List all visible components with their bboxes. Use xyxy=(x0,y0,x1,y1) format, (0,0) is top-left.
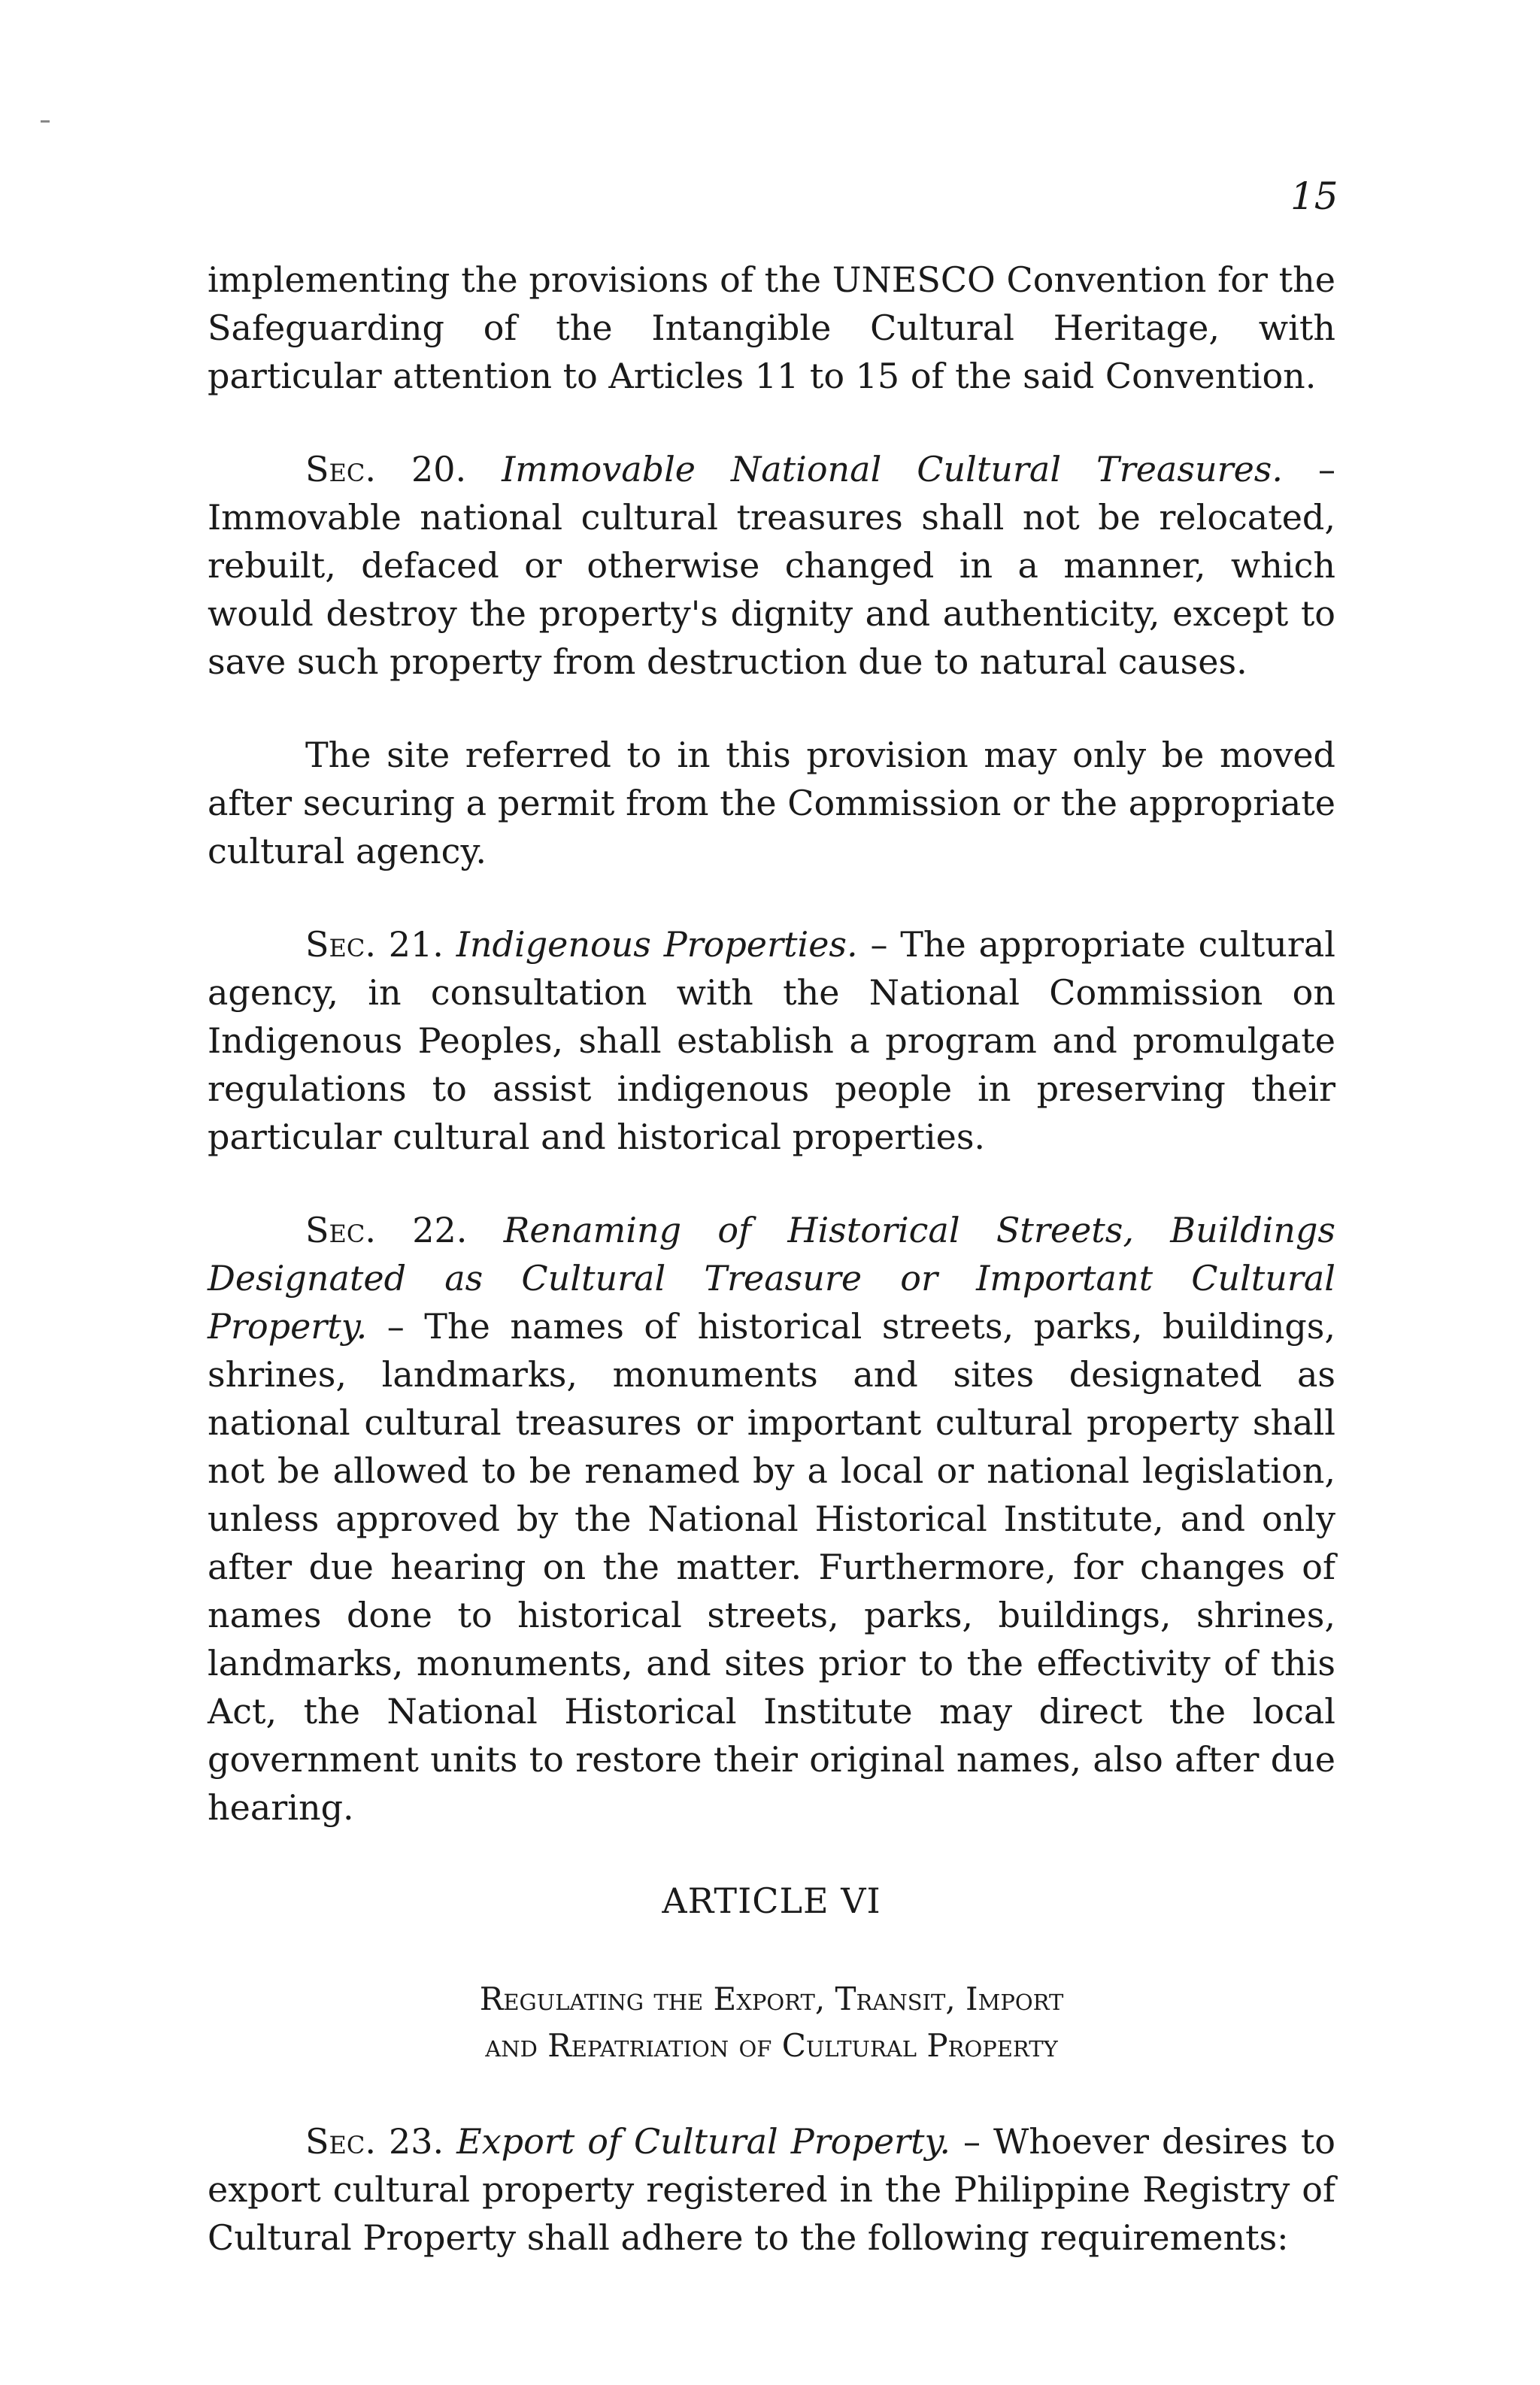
section-body: – Immovable national cultural treasures shall not be relocated, rebuilt, defaced or otherwise changed in a manner, which would destroy the property's dignity and authenticity, except to save such property from destruction due to natural causes. xyxy=(208,449,1336,682)
section-title: Indigenous Properties. xyxy=(456,924,858,965)
section-20-site-paragraph xyxy=(208,731,1335,875)
section-22 xyxy=(208,1206,1335,1832)
paragraph-text: The site referred to in this provision may only be moved after securing a permit from the Commission or the appropriate cultural agency. xyxy=(208,735,1335,871)
article-heading: ARTICLE VI xyxy=(662,1880,881,1921)
scan-mark xyxy=(41,120,50,123)
paragraph-continuation xyxy=(208,256,1335,400)
section-title: Export of Cultural Property. xyxy=(456,2121,951,2162)
section-body: – Whoever desires to export cultural property registered in the Philippine Registry of Cultural Property shall adhere to the following requirements: xyxy=(208,2121,1336,2258)
section-title: Immovable National Cultural Treasures. xyxy=(502,449,1284,489)
article-subtitle xyxy=(208,1976,1335,2069)
document-body xyxy=(208,256,1335,2307)
page-number: 15 xyxy=(1290,174,1338,218)
section-23 xyxy=(208,2117,1335,2262)
article-subtitle-line-1: Regulating the Export, Transit, Import xyxy=(479,1980,1064,2017)
paragraph-text: implementing the provisions of the UNESCO Convention for the Safeguarding of the Intangible Cultural Heritage, with particular attention to Articles 11 to 15 of the said Convention. xyxy=(208,259,1335,396)
section-title: Renaming of Historical Streets, Buildings Designated as Cultural Treasure or Important Cultural Property. xyxy=(208,1210,1335,1347)
section-20 xyxy=(208,445,1335,686)
section-label: Sec. 20. xyxy=(305,449,467,489)
section-label: Sec. 21. xyxy=(305,924,444,965)
section-label: Sec. 22. xyxy=(305,1210,468,1250)
section-21 xyxy=(208,920,1335,1161)
section-label: Sec. 23. xyxy=(305,2121,444,2162)
section-body: – The appropriate cultural agency, in consultation with the National Commission on Indigenous Peoples, shall establish a program and promulgate regulations to assist indigenous people in preserving their particular cultural and historical properties. xyxy=(208,924,1335,1157)
article-subtitle-line-2: and Repatriation of Cultural Property xyxy=(485,2027,1058,2064)
section-body: – The names of historical streets, parks, buildings, shrines, landmarks, monuments and sites designated as national cultural treasures or important cultural property shall not be allowed to be renamed by a local or national legislation, unless approved by the National Historical Institute, and only after due hearing on the matter. Furthermore, for changes of names done to historical streets, parks, buildings, shrines, landmarks, monuments, and sites prior to the effectivity of this Act, the National Historical Institute may direct the local government units to restore their original names, also after due hearing. xyxy=(208,1306,1335,1828)
